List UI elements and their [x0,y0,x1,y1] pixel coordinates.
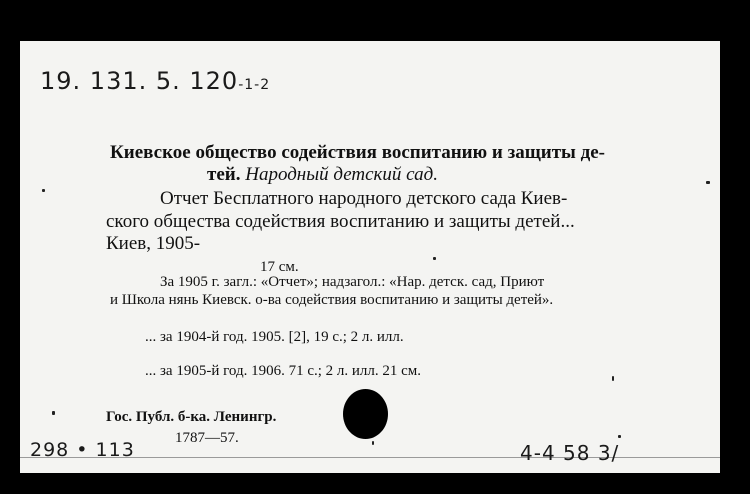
bottom-right-code: 4-4 58 3/ [520,441,620,465]
ink-speck [42,189,45,192]
heading-line-1: Киевское общество содействия воспитанию и защиты де- [110,142,605,163]
bottom-left-code: 298 • 113 [30,439,135,461]
ink-speck [706,181,710,184]
ink-speck [618,435,621,438]
size-line: 17 см. [260,259,299,275]
issue-line-1: ... за 1904-й год. 1905. [2], 19 с.; 2 л. илл. [145,329,404,345]
heading-line-2-italic: Народный детский сад. [245,164,438,185]
call-number: 19. 131. 5. 120-1-2 [40,67,271,95]
punch-hole [343,389,388,439]
ink-speck [433,257,436,260]
library-stamp-line-2: 1787—57. [175,430,239,446]
ink-speck [612,376,614,381]
note-line-1: За 1905 г. загл.: «Отчет»; надзагол.: «Нар. детск. сад, Приют [160,274,545,290]
catalog-card [20,41,720,473]
note-line-2: и Школа нянь Киевск. о-ва содействия воспитанию и защиты детей». [110,292,554,308]
issue-line-2: ... за 1905-й год. 1906. 71 с.; 2 л. илл. 21 см. [145,363,422,379]
title-line-2: ского общества содействия воспитанию и защиты детей... [106,211,575,232]
title-line-1: Отчет Бесплатного народного детского сада Киев- [160,188,568,209]
heading-line-2 [207,164,438,186]
library-stamp-line-1: Гос. Публ. б-ка. Ленингр. [106,409,277,425]
heading-line-2-bold: тей. [207,164,241,185]
call-number-suffix: -1-2 [238,77,271,93]
ink-speck [52,411,55,415]
title-line-3: Киев, 1905- [106,233,201,254]
ink-speck [372,441,374,445]
